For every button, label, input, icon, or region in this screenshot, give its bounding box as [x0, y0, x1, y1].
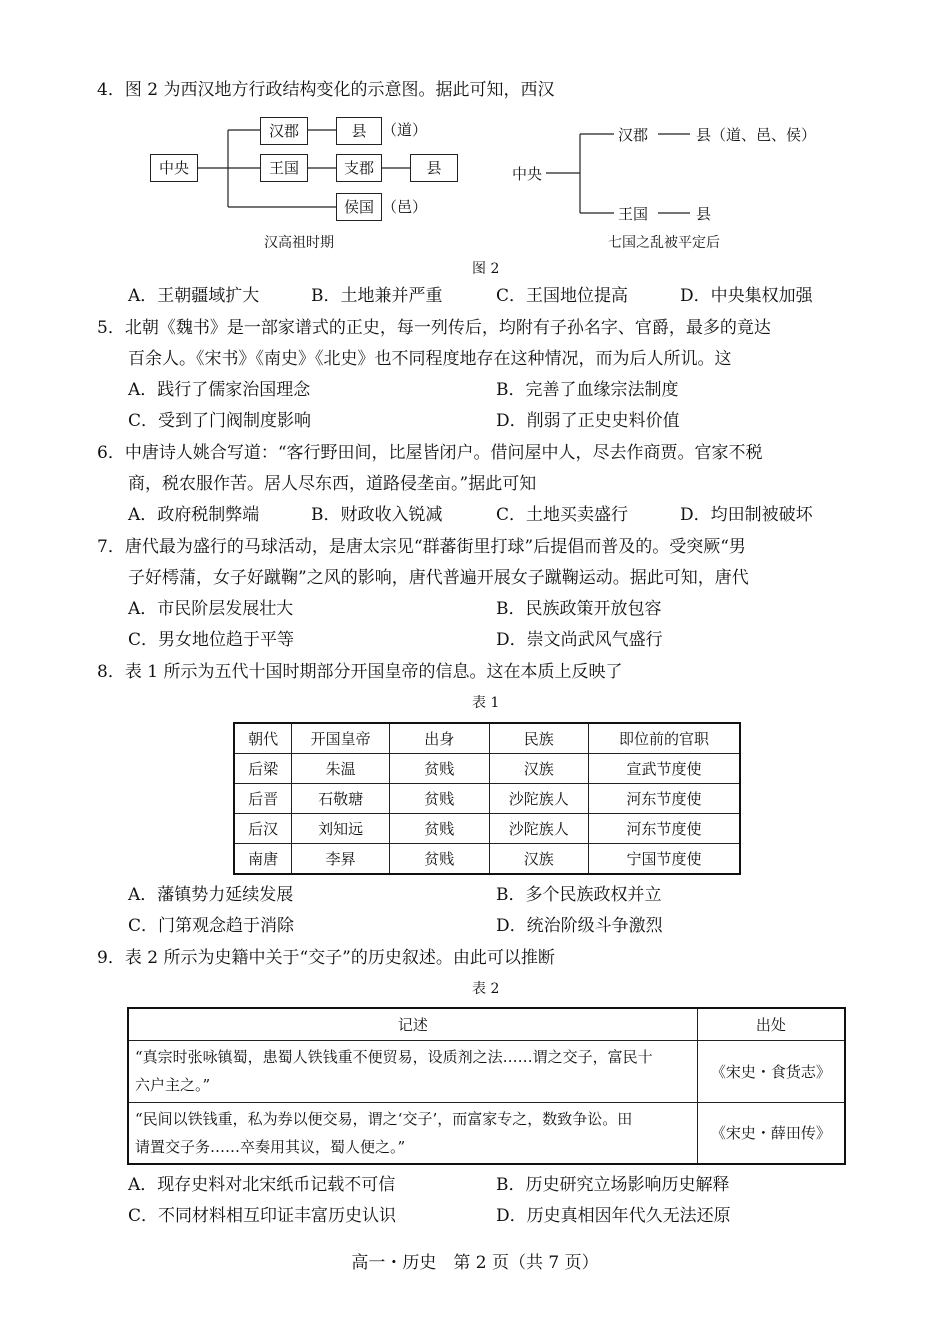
table-cell: 贫贱 [389, 784, 489, 814]
q7-option-b[interactable]: B．民族政策开放包容 [496, 599, 662, 619]
q8-option-d[interactable]: D．统治阶级斗争激烈 [496, 916, 663, 936]
box-xian-dao: 县 [336, 117, 382, 145]
q6-option-b[interactable]: B．财政收入锐减 [311, 505, 443, 525]
box-xian: 县 [410, 154, 458, 182]
q8-option-b[interactable]: B．多个民族政权并立 [496, 885, 662, 905]
q6-option-c[interactable]: C．土地买卖盛行 [496, 505, 629, 525]
table1-header-cell: 开国皇帝 [292, 723, 390, 754]
box-wangguo: 王国 [260, 154, 308, 182]
table-cell: 刘知远 [292, 814, 390, 844]
q9-option-b[interactable]: B．历史研究立场影响历史解释 [496, 1175, 730, 1195]
table1-header-cell: 民族 [489, 723, 589, 754]
table-cell: 李昪 [292, 844, 390, 875]
q5-line1: 5．北朝《魏书》是一部家谱式的正史，每一列传后，均附有子孙名字、官爵，最多的竟达 [97, 318, 771, 338]
table1 [233, 722, 741, 875]
table-cell: 石敬瑭 [292, 784, 390, 814]
table-row [234, 754, 740, 784]
q6-option-d[interactable]: D．均田制被破坏 [680, 505, 813, 525]
q4-options [0, 284, 950, 308]
q4-option-b[interactable]: B．土地兼并严重 [311, 286, 443, 306]
table-cell: 沙陀族人 [489, 784, 589, 814]
q8-option-c[interactable]: C．门第观念趋于消除 [128, 916, 295, 936]
table1-header-cell: 即位前的官职 [589, 723, 740, 754]
record-line: 请置交子务……卒奏用其议，蜀人便之。” [135, 1137, 406, 1156]
table1-header-row [234, 723, 740, 754]
right-xian1: 县（道、邑、侯） [696, 126, 817, 144]
right-center: 中央 [512, 165, 543, 183]
record-line: “民间以铁钱重，私为券以便交易，谓之‘交子’，而富家专之，数致争讼。田 [135, 1109, 633, 1128]
right-hanjun: 汉郡 [618, 126, 649, 144]
table-cell: 后晋 [234, 784, 292, 814]
q8-option-a[interactable]: A．藩镇势力延续发展 [128, 885, 294, 905]
table1-header-cell: 朝代 [234, 723, 292, 754]
q7-option-d[interactable]: D．崇文尚武风气盛行 [496, 630, 663, 650]
q8-stem: 8．表 1 所示为五代十国时期部分开国皇帝的信息。这在本质上反映了 [97, 662, 623, 682]
table-cell [128, 1040, 697, 1102]
box-hanjun: 汉郡 [260, 117, 308, 145]
q5-option-d[interactable]: D．削弱了正史史料价值 [496, 411, 680, 431]
q4-option-d[interactable]: D．中央集权加强 [680, 286, 813, 306]
table-cell: 《宋史・薛田传》 [697, 1102, 845, 1164]
q7-line1: 7．唐代最为盛行的马球活动，是唐太宗见“群蕃街里打球”后提倡而普及的。受突厥“男 [97, 537, 746, 557]
right-wangguo: 王国 [618, 205, 649, 223]
page-footer: 高一・历史 第 2 页（共 7 页） [351, 1253, 599, 1273]
q5-option-a[interactable]: A．践行了儒家治国理念 [128, 380, 311, 400]
table2-title: 表 2 [472, 981, 500, 997]
table-cell: 贫贱 [389, 754, 489, 784]
table2-header-cell: 记述 [128, 1008, 697, 1040]
table-cell: 河东节度使 [589, 814, 740, 844]
table-cell [128, 1102, 697, 1164]
table-cell: 河东节度使 [589, 784, 740, 814]
figure-caption: 图 2 [472, 261, 500, 277]
caption-right: 七国之乱被平定后 [608, 235, 720, 251]
table-cell: 贫贱 [389, 814, 489, 844]
q6-options [0, 503, 950, 527]
q5-option-b[interactable]: B．完善了血缘宗法制度 [496, 380, 679, 400]
table2-header-row [128, 1008, 845, 1040]
label-dao: （道） [382, 121, 428, 139]
q4-option-a[interactable]: A．王朝疆域扩大 [128, 286, 260, 306]
q4-stem: 4．图 2 为西汉地方行政结构变化的示意图。据此可知，西汉 [97, 80, 555, 100]
table1-header-cell: 出身 [389, 723, 489, 754]
q9-option-c[interactable]: C．不同材料相互印证丰富历史认识 [128, 1206, 397, 1226]
q4-option-c[interactable]: C．王国地位提高 [496, 286, 629, 306]
table2 [127, 1007, 846, 1165]
q5-option-c[interactable]: C．受到了门阀制度影响 [128, 411, 312, 431]
table-cell: 贫贱 [389, 844, 489, 875]
table-cell: 沙陀族人 [489, 814, 589, 844]
table1-title: 表 1 [472, 695, 500, 711]
table-cell: 汉族 [489, 754, 589, 784]
table-cell: 后汉 [234, 814, 292, 844]
q9-stem: 9．表 2 所示为史籍中关于“交子”的历史叙述。由此可以推断 [97, 948, 555, 968]
q7-line2: 子好樗蒲，女子好蹴鞠”之风的影响，唐代普遍开展女子蹴鞠运动。据此可知，唐代 [128, 568, 749, 588]
table-cell: 《宋史・食货志》 [697, 1040, 845, 1102]
table-cell: 后梁 [234, 754, 292, 784]
q5-line2: 百余人。《宋书》《南史》《北史》也不同程度地存在这种情况，而为后人所讥。这 [128, 349, 732, 369]
box-houguo: 侯国 [336, 193, 382, 221]
table-row [128, 1040, 845, 1102]
q9-option-a[interactable]: A．现存史料对北宋纸币记载不可信 [128, 1175, 396, 1195]
table-row [128, 1102, 845, 1164]
table-cell: 宁国节度使 [589, 844, 740, 875]
box-center: 中央 [150, 154, 198, 182]
box-zhijun: 支郡 [336, 154, 382, 182]
table-row [234, 784, 740, 814]
table-cell: 南唐 [234, 844, 292, 875]
record-line: “真宗时张咏镇蜀，患蜀人铁钱重不便贸易，设质剂之法……谓之交子，富民十 [135, 1048, 653, 1066]
record-line: 六户主之。” [135, 1076, 211, 1094]
q6-line1: 6．中唐诗人姚合写道：“客行野田间，比屋皆闭户。借问屋中人，尽去作商贾。官家不税 [97, 443, 763, 463]
table-cell: 汉族 [489, 844, 589, 875]
table-cell: 朱温 [292, 754, 390, 784]
table-row [234, 844, 740, 875]
label-yi: （邑） [382, 198, 428, 216]
q6-line2: 商，税农服作苦。居人尽东西，道路侵垄亩。”据此可知 [128, 474, 537, 494]
table-row [234, 814, 740, 844]
q6-option-a[interactable]: A．政府税制弊端 [128, 505, 260, 525]
table-cell: 宣武节度使 [589, 754, 740, 784]
q7-option-c[interactable]: C．男女地位趋于平等 [128, 630, 295, 650]
caption-left: 汉高祖时期 [264, 235, 334, 251]
right-xian2: 县 [696, 205, 712, 223]
table2-header-cell: 出处 [697, 1008, 845, 1040]
q7-option-a[interactable]: A．市民阶层发展壮大 [128, 599, 294, 619]
q9-option-d[interactable]: D．历史真相因年代久无法还原 [496, 1206, 731, 1226]
